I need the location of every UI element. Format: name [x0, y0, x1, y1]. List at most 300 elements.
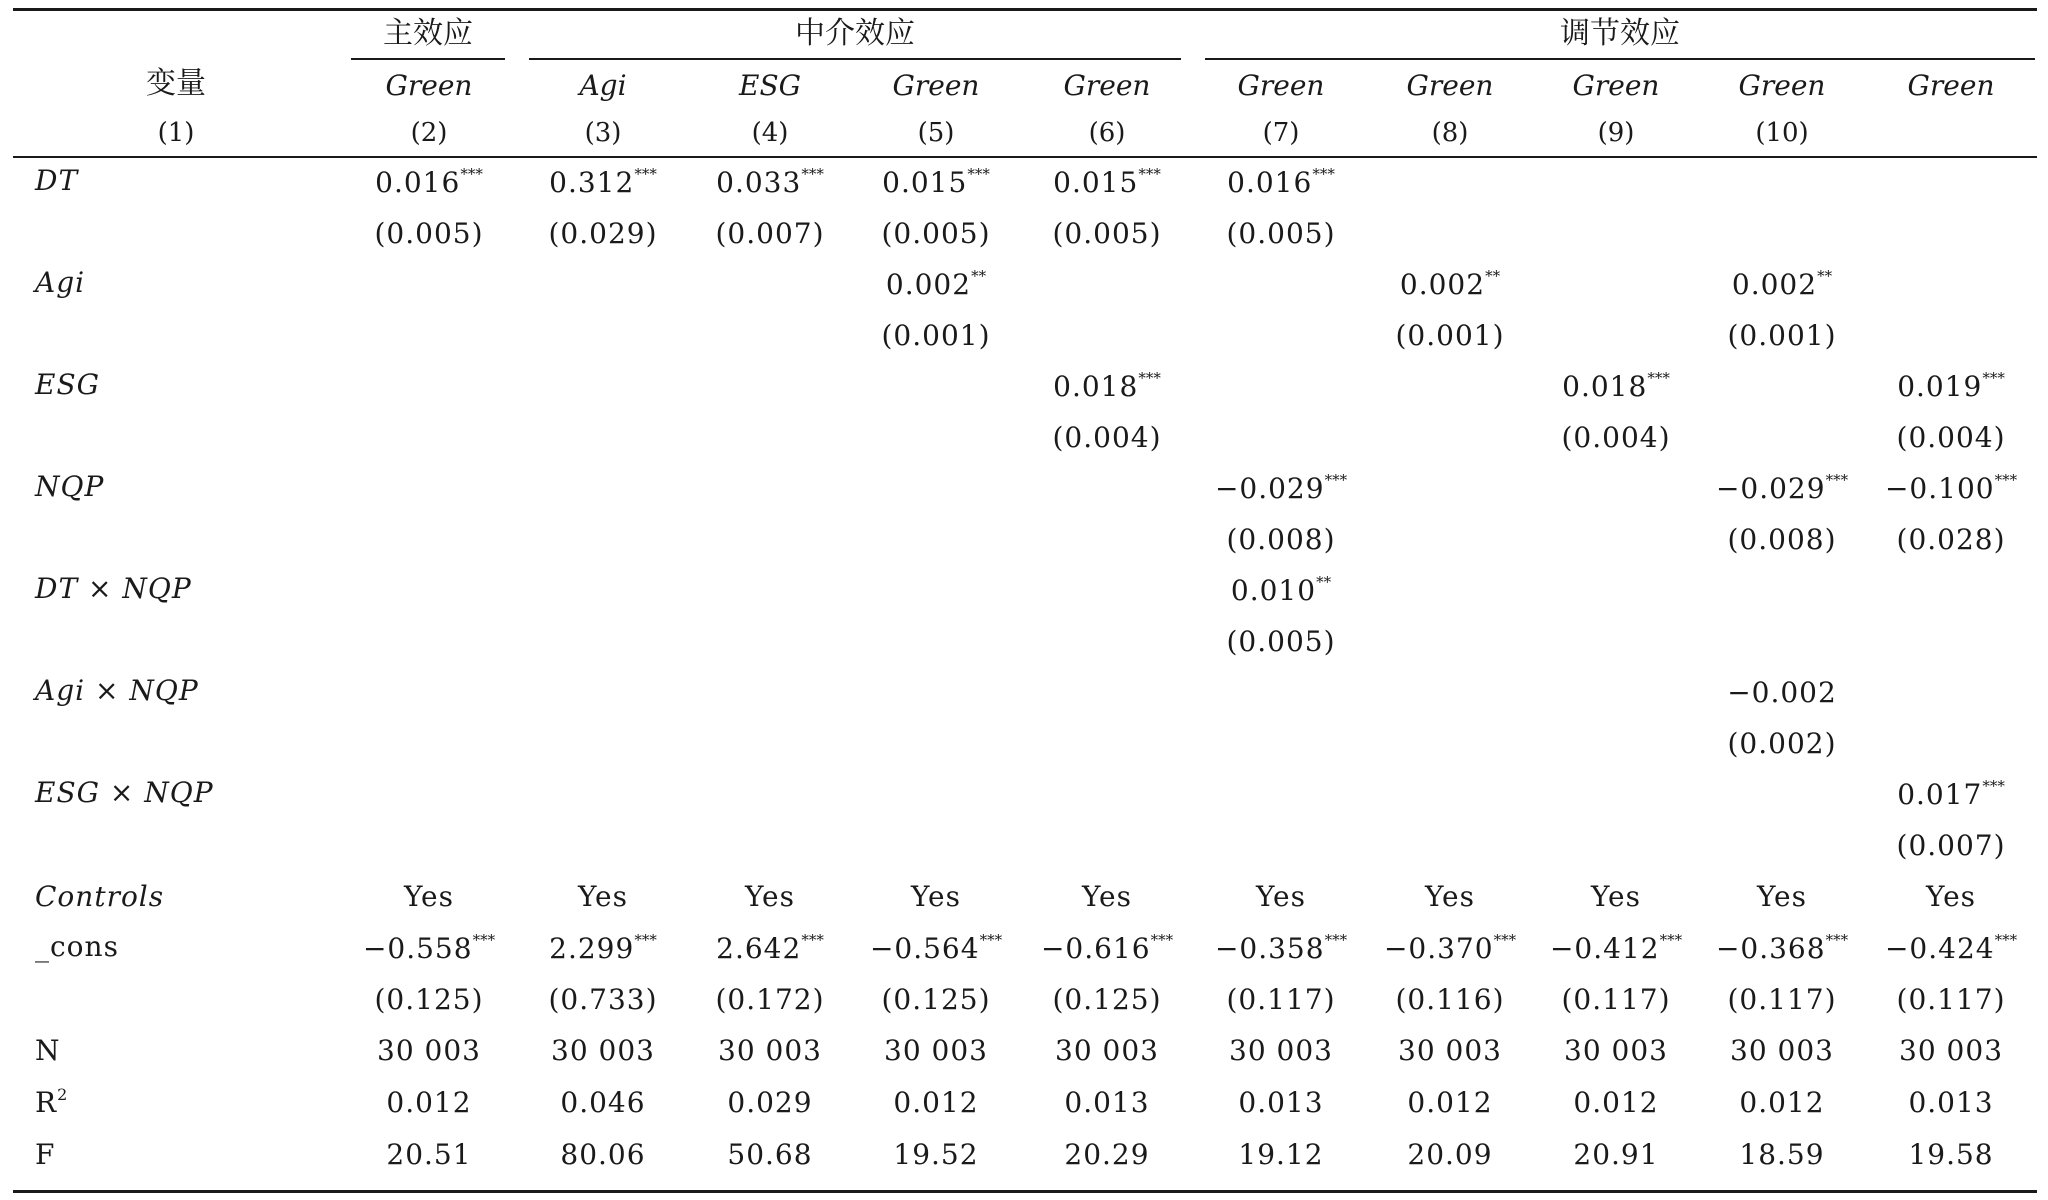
coefficient-cell: [339, 462, 519, 514]
coefficient-cell: [1019, 462, 1195, 514]
coefficient-value: −0.029: [1715, 472, 1826, 505]
row-label: [13, 922, 339, 1024]
coefficient-cell: [1367, 768, 1533, 820]
row-label-text: F: [35, 1137, 56, 1171]
coefficient-cell: [1533, 156, 1699, 208]
significance-stars: ***: [801, 165, 824, 183]
significance-stars: ***: [460, 165, 483, 183]
standard-error-cell: [1699, 208, 1865, 258]
coefficient-cell: [339, 768, 519, 820]
column-number-cell: (7): [1262, 118, 1300, 148]
coefficient-value: 0.017: [1897, 778, 1983, 811]
statistic-row: [13, 1024, 2037, 1076]
significance-stars: **: [971, 267, 987, 285]
standard-error-cell: (0.172): [715, 982, 825, 1016]
standard-error-cell: (0.005): [1226, 624, 1336, 658]
group-header-main-effect: [339, 8, 519, 60]
coefficient-cell: [339, 922, 519, 974]
coefficient-row: [13, 462, 2037, 514]
statistic-cell: 30 003: [1899, 1033, 2004, 1067]
coefficient-cell: [1533, 360, 1699, 412]
statistic-cell: 30 003: [377, 1033, 481, 1067]
coefficient-cell: [1019, 564, 1195, 616]
coefficient-cell: [1865, 564, 2037, 616]
controls-cell: Yes: [1425, 879, 1475, 913]
standard-error-cell: [1533, 208, 1699, 258]
row-label-text: ESG: [35, 368, 100, 401]
coefficient-cell: [853, 564, 1019, 616]
row-label-text: NQP: [35, 470, 105, 503]
statistic-cell: 30 003: [1229, 1033, 1333, 1067]
coefficient-cell: [1533, 922, 1699, 974]
coefficient-cell: [519, 922, 687, 974]
coefficient-value: 0.016: [375, 166, 461, 199]
coefficient-value: −0.412: [1549, 932, 1660, 965]
standard-error-cell: [1019, 310, 1195, 360]
coefficient-value: −0.100: [1884, 472, 1995, 505]
row-label-text: DT × NQP: [35, 572, 192, 605]
coefficient-cell: [519, 156, 687, 208]
standard-error-cell: [1533, 820, 1699, 870]
coefficient-cell: [1533, 564, 1699, 616]
standard-error-cell: [339, 412, 519, 462]
coefficient-cell: [519, 768, 687, 820]
significance-stars: ***: [1493, 931, 1517, 949]
significance-stars: ***: [634, 931, 657, 949]
coefficient-cell: [1367, 156, 1533, 208]
standard-error-cell: [1195, 718, 1367, 768]
standard-error-cell: [687, 718, 853, 768]
standard-error-cell: [1367, 208, 1533, 258]
significance-stars: ***: [472, 931, 496, 949]
coefficient-value: −0.370: [1383, 932, 1494, 965]
table-body: [13, 156, 2037, 1180]
coefficient-cell: [1699, 768, 1865, 820]
coefficient-row: [13, 666, 2037, 718]
standard-error-cell: (0.005): [374, 216, 484, 250]
significance-stars: ***: [1324, 471, 1348, 489]
coefficient-value: 2.642: [716, 932, 802, 965]
standard-error-cell: [1865, 616, 2037, 666]
statistic-cell: 30 003: [1564, 1033, 1668, 1067]
row-label: [13, 1128, 339, 1180]
standard-error-cell: (0.007): [715, 216, 825, 250]
coefficient-row: [13, 360, 2037, 412]
row-label-text: Agi: [35, 266, 86, 299]
standard-error-cell: (0.117): [1727, 982, 1837, 1016]
dependent-variable-cell: Green: [1063, 68, 1151, 102]
column-number-cell: (9): [1597, 118, 1635, 148]
coefficient-cell: [1367, 360, 1533, 412]
row-label-text: Agi × NQP: [35, 674, 199, 707]
table-header: [13, 8, 2037, 156]
standard-error-cell: (0.125): [1052, 982, 1162, 1016]
coefficient-cell: [519, 666, 687, 718]
controls-cell: Yes: [911, 879, 961, 913]
standard-error-cell: (0.008): [1226, 522, 1336, 556]
standard-error-cell: [853, 514, 1019, 564]
standard-error-cell: [339, 514, 519, 564]
standard-error-cell: [1533, 514, 1699, 564]
statistic-cell: 30 003: [718, 1033, 822, 1067]
coefficient-value: 0.019: [1897, 370, 1983, 403]
coefficient-cell: [1699, 666, 1865, 718]
coefficient-cell: [687, 258, 853, 310]
dependent-variable-cell: Green: [1738, 68, 1826, 102]
dependent-variable-cell: Agi: [579, 68, 627, 102]
coefficient-value: −0.564: [869, 932, 980, 965]
significance-stars: **: [1316, 573, 1332, 591]
significance-stars: ***: [1138, 369, 1161, 387]
coefficient-cell: [519, 360, 687, 412]
significance-stars: ***: [1150, 931, 1174, 949]
standard-error-cell: [1699, 616, 1865, 666]
column-number-cell: (2): [410, 118, 448, 148]
standard-error-cell: [1367, 514, 1533, 564]
standard-error-cell: [853, 412, 1019, 462]
coefficient-value: −0.558: [362, 932, 473, 965]
statistic-cell: 80.06: [560, 1137, 646, 1171]
significance-stars: ***: [634, 165, 657, 183]
coefficient-cell: [1195, 922, 1367, 974]
statistic-cell: 30 003: [1730, 1033, 1834, 1067]
column-number-cell: (5): [917, 118, 955, 148]
significance-stars: ***: [1994, 931, 2018, 949]
statistic-cell: 19.52: [893, 1137, 979, 1171]
dependent-variable-cell: Green: [1406, 68, 1494, 102]
coefficient-cell: [1195, 564, 1367, 616]
dependent-variable-cell: Green: [385, 68, 473, 102]
statistic-cell: 20.09: [1407, 1137, 1493, 1171]
coefficient-value: 0.018: [1053, 370, 1139, 403]
column-number-cell: (10): [1755, 118, 1809, 148]
standard-error-cell: [1533, 718, 1699, 768]
coefficient-row: [13, 922, 2037, 974]
standard-error-cell: [519, 310, 687, 360]
statistic-cell: 0.013: [1064, 1085, 1150, 1119]
coefficient-cell: [1699, 922, 1865, 974]
column-number-cell: (3): [584, 118, 622, 148]
controls-cell: Yes: [1757, 879, 1807, 913]
standard-error-cell: (0.004): [1896, 420, 2006, 454]
standard-error-cell: [853, 718, 1019, 768]
significance-stars: ***: [1647, 369, 1670, 387]
significance-stars: ***: [1659, 931, 1683, 949]
coefficient-cell: [519, 258, 687, 310]
standard-error-cell: [687, 616, 853, 666]
standard-error-cell: [339, 310, 519, 360]
significance-stars: ***: [1825, 931, 1849, 949]
variable-header: 变量: [146, 66, 206, 101]
statistic-cell: 30 003: [884, 1033, 988, 1067]
coefficient-cell: [519, 462, 687, 514]
significance-stars: ***: [1138, 165, 1161, 183]
table-bottom-rule: [13, 1190, 2037, 1193]
standard-error-cell: [687, 514, 853, 564]
standard-error-cell: (0.733): [548, 982, 658, 1016]
coefficient-value: 0.312: [549, 166, 635, 199]
row-label-text: ESG × NQP: [35, 776, 214, 809]
coefficient-value: −0.358: [1214, 932, 1325, 965]
standard-error-cell: [1367, 718, 1533, 768]
coefficient-value: −0.002: [1727, 676, 1837, 709]
standard-error-cell: [519, 820, 687, 870]
coefficient-cell: [1699, 156, 1865, 208]
coefficient-cell: [519, 564, 687, 616]
standard-error-cell: [1865, 718, 2037, 768]
coefficient-cell: [339, 360, 519, 412]
controls-cell: Yes: [1082, 879, 1132, 913]
standard-error-cell: [1019, 820, 1195, 870]
standard-error-cell: (0.005): [881, 216, 991, 250]
dependent-variable-cell: Green: [1572, 68, 1660, 102]
standard-error-cell: [1865, 208, 2037, 258]
coefficient-value: −0.616: [1040, 932, 1151, 965]
statistic-row: [13, 1128, 2037, 1180]
coefficient-cell: [1533, 462, 1699, 514]
standard-error-cell: [1533, 310, 1699, 360]
statistic-cell: 0.012: [1407, 1085, 1493, 1119]
group-label: 主效应: [351, 8, 505, 60]
statistic-cell: 19.12: [1238, 1137, 1324, 1171]
standard-error-cell: (0.008): [1727, 522, 1837, 556]
coefficient-row: [13, 258, 2037, 310]
coefficient-value: 0.002: [1731, 268, 1818, 301]
coefficient-value: 0.002: [885, 268, 972, 301]
standard-error-cell: (0.002): [1727, 726, 1837, 760]
coefficient-cell: [1699, 258, 1865, 310]
standard-error-cell: (0.005): [1226, 216, 1336, 250]
coefficient-cell: [853, 462, 1019, 514]
standard-error-cell: [1019, 718, 1195, 768]
row-label-text: DT: [35, 164, 79, 197]
row-label-text: _cons: [35, 930, 119, 963]
standard-error-cell: [1195, 310, 1367, 360]
coefficient-cell: [687, 666, 853, 718]
standard-error-cell: [519, 412, 687, 462]
coefficient-cell: [687, 768, 853, 820]
controls-cell: Yes: [404, 879, 454, 913]
controls-cell: Yes: [578, 879, 628, 913]
standard-error-cell: (0.004): [1052, 420, 1162, 454]
statistic-cell: 30 003: [1398, 1033, 1502, 1067]
row-label-text: R: [35, 1086, 58, 1119]
coefficient-value: −0.368: [1715, 932, 1826, 965]
coefficient-value: 0.002: [1399, 268, 1486, 301]
standard-error-cell: (0.117): [1561, 982, 1671, 1016]
coefficient-cell: [339, 156, 519, 208]
column-number-cell: (4): [751, 118, 789, 148]
column-number-cell: (1): [157, 118, 195, 148]
standard-error-cell: (0.029): [548, 216, 658, 250]
statistic-cell: 30 003: [551, 1033, 655, 1067]
significance-stars: ***: [967, 165, 990, 183]
dependent-variable-cell: ESG: [739, 68, 801, 102]
coefficient-cell: [1195, 666, 1367, 718]
controls-cell: Yes: [1591, 879, 1641, 913]
group-header-mediation: [519, 8, 1195, 60]
row-label: [13, 360, 339, 462]
coefficient-cell: [1019, 666, 1195, 718]
coefficient-cell: [687, 564, 853, 616]
significance-stars: ***: [801, 931, 824, 949]
standard-error-cell: [1019, 616, 1195, 666]
column-number-row: [13, 110, 2037, 156]
statistic-cell: 30 003: [1055, 1033, 1159, 1067]
row-label: [13, 462, 339, 564]
controls-cell: Yes: [1256, 879, 1306, 913]
coefficient-cell: [1019, 258, 1195, 310]
dependent-variable-cell: Green: [1907, 68, 1995, 102]
coefficient-value: 0.033: [716, 166, 802, 199]
standard-error-cell: [1019, 514, 1195, 564]
coefficient-cell: [1367, 922, 1533, 974]
standard-error-cell: (0.125): [374, 982, 484, 1016]
coefficient-cell: [1195, 360, 1367, 412]
coefficient-value: 2.299: [549, 932, 635, 965]
dependent-variable-cell: Green: [1237, 68, 1325, 102]
row-label-text: N: [35, 1033, 61, 1067]
row-label: [13, 1024, 339, 1076]
significance-stars: ***: [1312, 165, 1335, 183]
significance-stars: **: [1485, 267, 1501, 285]
coefficient-cell: [1699, 360, 1865, 412]
row-label: [13, 156, 339, 258]
coefficient-cell: [1195, 462, 1367, 514]
standard-error-cell: (0.028): [1896, 522, 2006, 556]
row-label: [13, 258, 339, 360]
coefficient-row: [13, 564, 2037, 616]
statistic-cell: 0.012: [386, 1085, 472, 1119]
row-label-text: Controls: [35, 879, 165, 913]
standard-error-cell: [687, 820, 853, 870]
coefficient-cell: [1019, 360, 1195, 412]
coefficient-cell: [1367, 666, 1533, 718]
statistic-cell: 0.029: [727, 1085, 813, 1119]
significance-stars: ***: [1825, 471, 1849, 489]
statistic-cell: 20.51: [386, 1137, 472, 1171]
coefficient-cell: [1367, 564, 1533, 616]
coefficient-cell: [1367, 462, 1533, 514]
coefficient-cell: [1865, 462, 2037, 514]
standard-error-cell: (0.001): [1727, 318, 1837, 352]
coefficient-cell: [339, 564, 519, 616]
statistic-cell: 0.012: [893, 1085, 979, 1119]
coefficient-cell: [1699, 564, 1865, 616]
statistic-cell: 50.68: [727, 1137, 813, 1171]
coefficient-cell: [1865, 666, 2037, 718]
row-label: [13, 666, 339, 768]
controls-row: [13, 870, 2037, 922]
coefficient-cell: [339, 666, 519, 718]
standard-error-cell: [853, 616, 1019, 666]
significance-stars: ***: [1994, 471, 2018, 489]
standard-error-cell: [1699, 820, 1865, 870]
coefficient-cell: [1865, 360, 2037, 412]
coefficient-cell: [687, 462, 853, 514]
group-header-row: [13, 8, 2037, 60]
controls-cell: Yes: [745, 879, 795, 913]
standard-error-cell: (0.005): [1052, 216, 1162, 250]
coefficient-cell: [1865, 258, 2037, 310]
coefficient-cell: [1367, 258, 1533, 310]
statistic-cell: 20.91: [1573, 1137, 1659, 1171]
coefficient-cell: [687, 360, 853, 412]
coefficient-cell: [1865, 768, 2037, 820]
coefficient-cell: [1533, 666, 1699, 718]
standard-error-cell: [1367, 820, 1533, 870]
coefficient-cell: [1533, 258, 1699, 310]
standard-error-cell: [1699, 412, 1865, 462]
standard-error-cell: (0.125): [881, 982, 991, 1016]
coefficient-cell: [1019, 156, 1195, 208]
significance-stars: ***: [1982, 777, 2005, 795]
standard-error-cell: (0.007): [1896, 828, 2006, 862]
standard-error-cell: [687, 412, 853, 462]
statistic-cell: 0.013: [1908, 1085, 1994, 1119]
statistic-cell: 19.58: [1908, 1137, 1994, 1171]
standard-error-cell: [687, 310, 853, 360]
coefficient-value: 0.016: [1227, 166, 1313, 199]
coefficient-cell: [1699, 462, 1865, 514]
coefficient-cell: [1865, 922, 2037, 974]
statistic-cell: 18.59: [1739, 1137, 1825, 1171]
coefficient-cell: [853, 156, 1019, 208]
standard-error-cell: [519, 514, 687, 564]
standard-error-cell: [1195, 412, 1367, 462]
standard-error-cell: [339, 820, 519, 870]
coefficient-cell: [853, 360, 1019, 412]
standard-error-cell: [1195, 820, 1367, 870]
coefficient-value: 0.010: [1230, 574, 1317, 607]
coefficient-value: −0.029: [1214, 472, 1325, 505]
coefficient-cell: [853, 666, 1019, 718]
standard-error-cell: [1367, 412, 1533, 462]
coefficient-cell: [1019, 922, 1195, 974]
regression-results-table: [13, 8, 2037, 1180]
standard-error-cell: (0.001): [1395, 318, 1505, 352]
row-label: [13, 564, 339, 666]
standard-error-cell: (0.117): [1226, 982, 1336, 1016]
row-label: [13, 870, 339, 922]
standard-error-cell: [519, 616, 687, 666]
coefficient-cell: [1195, 768, 1367, 820]
coefficient-cell: [853, 922, 1019, 974]
standard-error-cell: (0.004): [1561, 420, 1671, 454]
statistic-cell: 0.012: [1739, 1085, 1825, 1119]
statistic-cell: 0.046: [560, 1085, 646, 1119]
coefficient-cell: [1865, 156, 2037, 208]
dependent-variable-cell: Green: [892, 68, 980, 102]
coefficient-value: 0.015: [882, 166, 968, 199]
row-label: [13, 1076, 339, 1128]
coefficient-cell: [687, 922, 853, 974]
coefficient-value: −0.424: [1884, 932, 1995, 965]
standard-error-cell: [339, 616, 519, 666]
coefficient-cell: [853, 258, 1019, 310]
coefficient-cell: [339, 258, 519, 310]
coefficient-cell: [1195, 156, 1367, 208]
significance-stars: ***: [1324, 931, 1348, 949]
standard-error-cell: (0.116): [1395, 982, 1505, 1016]
coefficient-cell: [1195, 258, 1367, 310]
column-number-cell: (6): [1088, 118, 1126, 148]
group-label: 中介效应: [529, 8, 1181, 60]
coefficient-cell: [853, 768, 1019, 820]
statistic-cell: 0.012: [1573, 1085, 1659, 1119]
standard-error-cell: (0.117): [1896, 982, 2006, 1016]
standard-error-cell: [853, 820, 1019, 870]
